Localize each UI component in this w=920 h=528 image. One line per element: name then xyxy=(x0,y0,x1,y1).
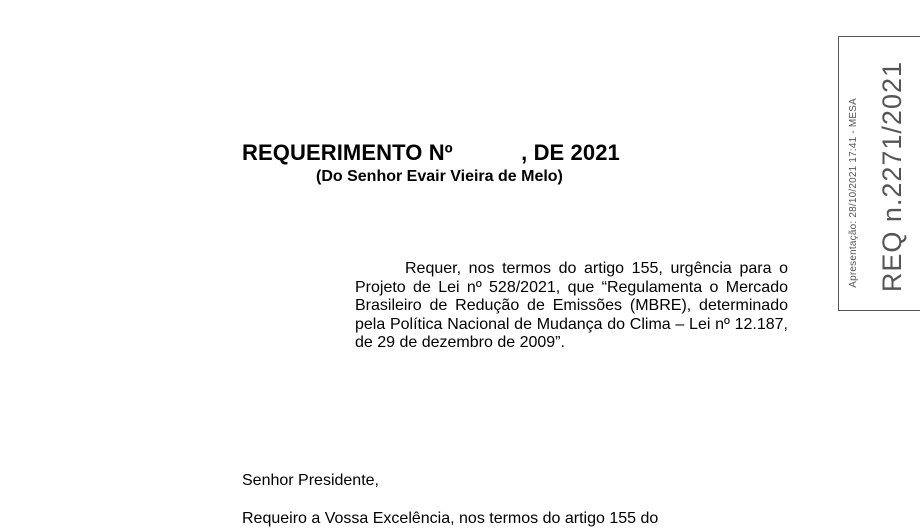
ementa-text: Requer, nos termos do artigo 155, urgência para o Projeto de Lei nº 528/2021, que “Regulamenta o Mercado Brasileiro de Redução de Emissões (MBRE), determinado pela Política Nacional de Mudança do Clima – Lei nº 12.187, de 29 de dezembro de 2009”. xyxy=(355,260,788,351)
document-title: REQUERIMENTO Nº , DE 2021 xyxy=(242,140,620,165)
document-author: (Do Senhor Evair Vieira de Melo) xyxy=(316,168,563,185)
presentation-timestamp: Apresentação: 28/10/2021 17:41 - MESA xyxy=(848,98,859,288)
body-text-partial: Requeiro a Vossa Excelência, nos termos do artigo 155 do xyxy=(242,510,659,527)
salutation: Senhor Presidente, xyxy=(242,472,379,489)
request-code: REQ n.2271/2021 xyxy=(877,60,907,292)
ementa-block xyxy=(355,260,788,353)
protocol-stamp xyxy=(838,36,920,311)
